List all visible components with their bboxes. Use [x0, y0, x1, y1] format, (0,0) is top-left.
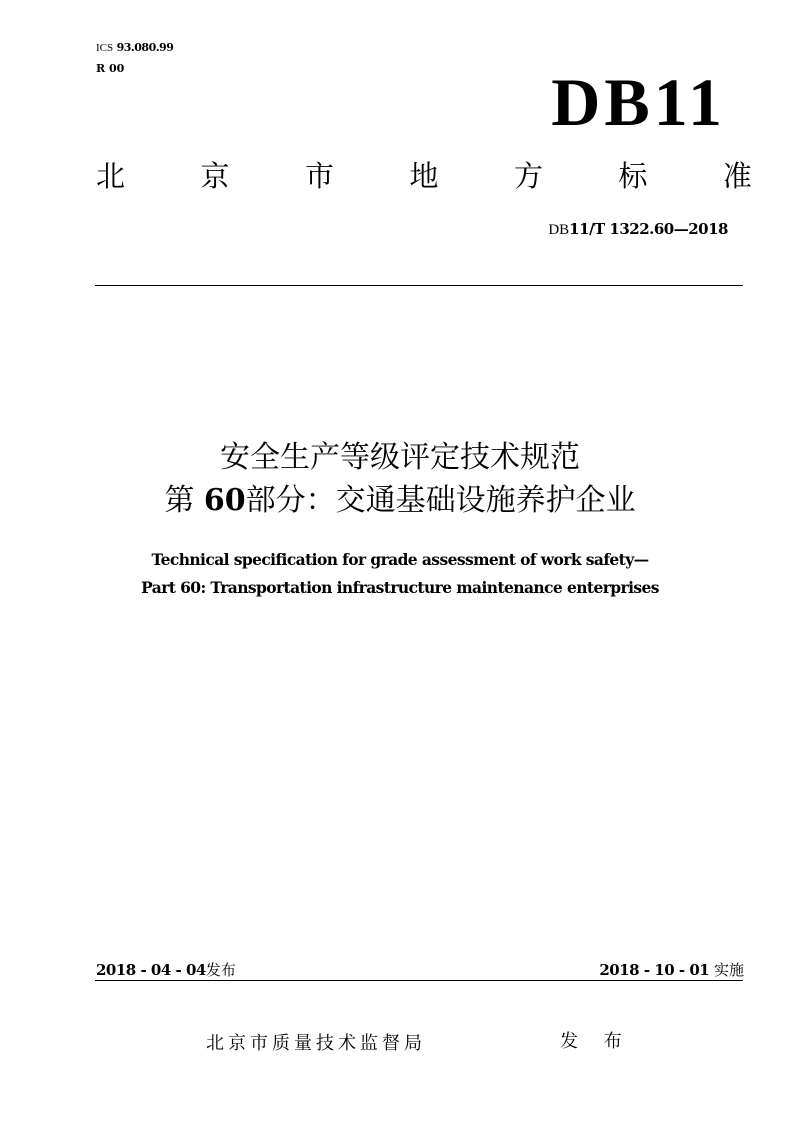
- title-en-line1: Technical specification for grade assessment of work safety—: [151, 550, 649, 569]
- standard-type-char: 标: [618, 159, 648, 193]
- ics-label: ICS: [96, 42, 114, 54]
- document-number: [500, 219, 728, 240]
- issue-label: 发 布: [560, 1031, 632, 1052]
- standard-type-char: 地: [409, 159, 439, 193]
- title-zh-part-prefix: 第: [164, 483, 204, 518]
- doc-number: 11/T 1322.60—2018: [569, 220, 728, 238]
- ics-code: [96, 41, 173, 55]
- implement-label: 实施: [713, 961, 744, 979]
- standard-type-char: 京: [200, 159, 230, 193]
- standard-type-char: 准: [722, 159, 752, 193]
- doc-prefix: DB: [548, 222, 570, 238]
- title-zh-part-suffix: 部分：交通基础设施养护企业: [245, 483, 636, 518]
- title-zh-line2: [0, 481, 800, 521]
- implement-date: [560, 959, 744, 981]
- publish-date: [96, 959, 236, 981]
- standard-type-char: 方: [513, 159, 543, 193]
- standard-type-char: 北: [96, 159, 126, 193]
- standard-type-char: 市: [304, 159, 334, 193]
- header-divider: [95, 285, 743, 286]
- implement-date-value: 2018 - 10 - 01: [599, 961, 710, 979]
- title-en-line2: Part 60: Transportation infrastructure maintenance enterprises: [141, 578, 659, 597]
- standard-logo: DB11: [551, 64, 726, 140]
- ics-number: 93.080.99: [116, 41, 174, 54]
- title-zh-line1: 安全生产等级评定技术规范: [220, 440, 580, 475]
- publish-date-value: 2018 - 04 - 04: [96, 961, 206, 979]
- footer-divider: [95, 980, 743, 981]
- ccs-code: R 00: [96, 62, 125, 75]
- publish-label: 发布: [205, 961, 236, 979]
- standard-type: [96, 156, 752, 196]
- title-zh-part-number: 60: [203, 483, 246, 518]
- issuing-authority: 北京市质量技术监督局: [206, 1033, 426, 1054]
